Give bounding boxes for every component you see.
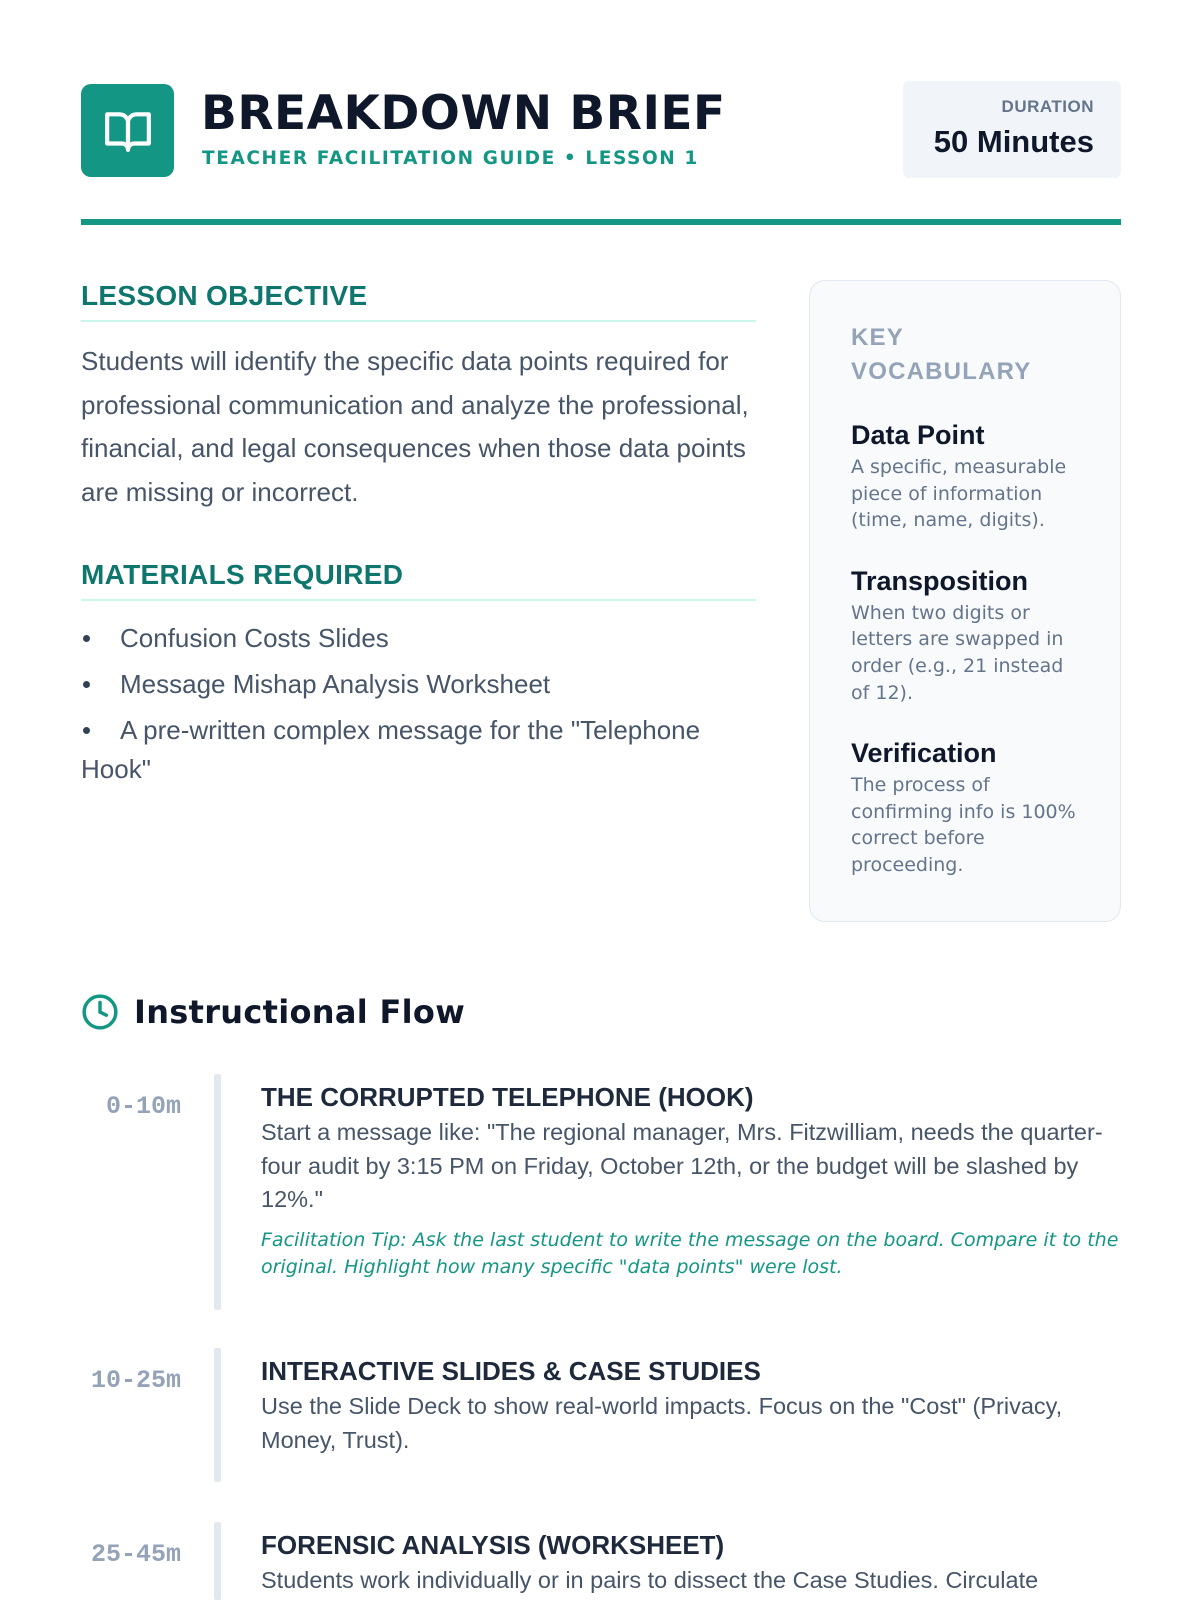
step-timeline-bar [214, 1074, 221, 1310]
list-item [81, 665, 756, 704]
header [81, 84, 1121, 180]
flow-title: Instructional Flow [134, 993, 466, 1031]
duration-label: DURATION [1001, 97, 1094, 116]
step-text: Use the Slide Deck to show real-world impacts. Focus on the "Cost" (Privacy, Money, Trust). [261, 1393, 1063, 1453]
list-item [81, 711, 756, 789]
vocabulary-card [809, 280, 1121, 922]
step-text: Students work individually or in pairs to dissect the Case Studies. Circulate [261, 1567, 1039, 1593]
flow-step [81, 1074, 1121, 1310]
duration-badge [903, 81, 1121, 178]
vocabulary-definition: The process of confirming info is 100% correct before proceeding. [851, 774, 1076, 876]
materials-list [81, 619, 756, 789]
flow-heading [81, 990, 465, 1034]
step-content [261, 1080, 1121, 1281]
facilitation-tip: Facilitation Tip: Ask the last student to write the message on the board. Compare it to the original. Highlight how many specific "data points" were lost. [261, 1228, 1119, 1278]
open-book-icon [103, 106, 153, 156]
flow-step [81, 1522, 1121, 1600]
logo [81, 84, 174, 177]
objective-heading: LESSON OBJECTIVE [81, 280, 756, 322]
bullet-icon [83, 681, 90, 688]
objective-section [81, 280, 756, 514]
vocabulary-heading: KEY VOCABULARY [851, 324, 1032, 385]
bullet-icon [83, 727, 90, 734]
step-title: THE CORRUPTED TELEPHONE (HOOK) [261, 1082, 754, 1112]
vocabulary-term: Data Point [851, 420, 985, 450]
step-time: 25-45m [90, 1540, 181, 1569]
step-text: Start a message like: "The regional manager, Mrs. Fitzwilliam, needs the quarter-four audit by 3:15 PM on Friday, October 12th, or the budget will be slashed by 12%." [261, 1119, 1103, 1212]
duration-value: 50 Minutes [933, 124, 1094, 159]
vocabulary-item [851, 419, 1080, 534]
lesson-guide-page [81, 0, 1121, 1600]
step-timeline-bar [214, 1522, 221, 1600]
materials-section [81, 559, 756, 789]
vocabulary-term: Transposition [851, 565, 1029, 596]
bullet-icon [83, 635, 90, 642]
vocabulary-definition: When two digits or letters are swapped in order (e.g., 21 instead of 12). [851, 601, 1064, 704]
step-content [261, 1528, 1121, 1598]
page-subtitle: TEACHER FACILITATION GUIDE • LESSON 1 [202, 148, 699, 169]
objective-text: Students will identify the specific data points required for professional communication and analyze the professional, financial, and legal consequences when those data points are missing or incorrect. [81, 346, 749, 507]
list-item [81, 619, 756, 658]
vocabulary-term: Verification [851, 738, 997, 769]
material-label: Confusion Costs Slides [120, 623, 389, 653]
step-time: 10-25m [90, 1366, 181, 1395]
material-label: Message Mishap Analysis Worksheet [120, 669, 551, 699]
vocabulary-item [851, 565, 1080, 706]
step-content [261, 1354, 1121, 1457]
left-column [81, 280, 756, 796]
step-title: INTERACTIVE SLIDES & CASE STUDIES [261, 1356, 761, 1386]
step-time: 0-10m [105, 1092, 181, 1121]
materials-heading: MATERIALS REQUIRED [81, 559, 756, 601]
vocabulary-definition: A specific, measurable piece of information (time, name, digits). [851, 456, 1067, 532]
step-title: FORENSIC ANALYSIS (WORKSHEET) [261, 1530, 725, 1560]
step-timeline-bar [214, 1348, 221, 1482]
vocabulary-item [851, 737, 1080, 878]
material-label: A pre-written complex message for the "Telephone Hook" [81, 715, 701, 784]
page-title: BREAKDOWN BRIEF [201, 86, 726, 141]
clock-icon [81, 993, 119, 1031]
header-divider [81, 219, 1121, 225]
flow-step [81, 1348, 1121, 1482]
